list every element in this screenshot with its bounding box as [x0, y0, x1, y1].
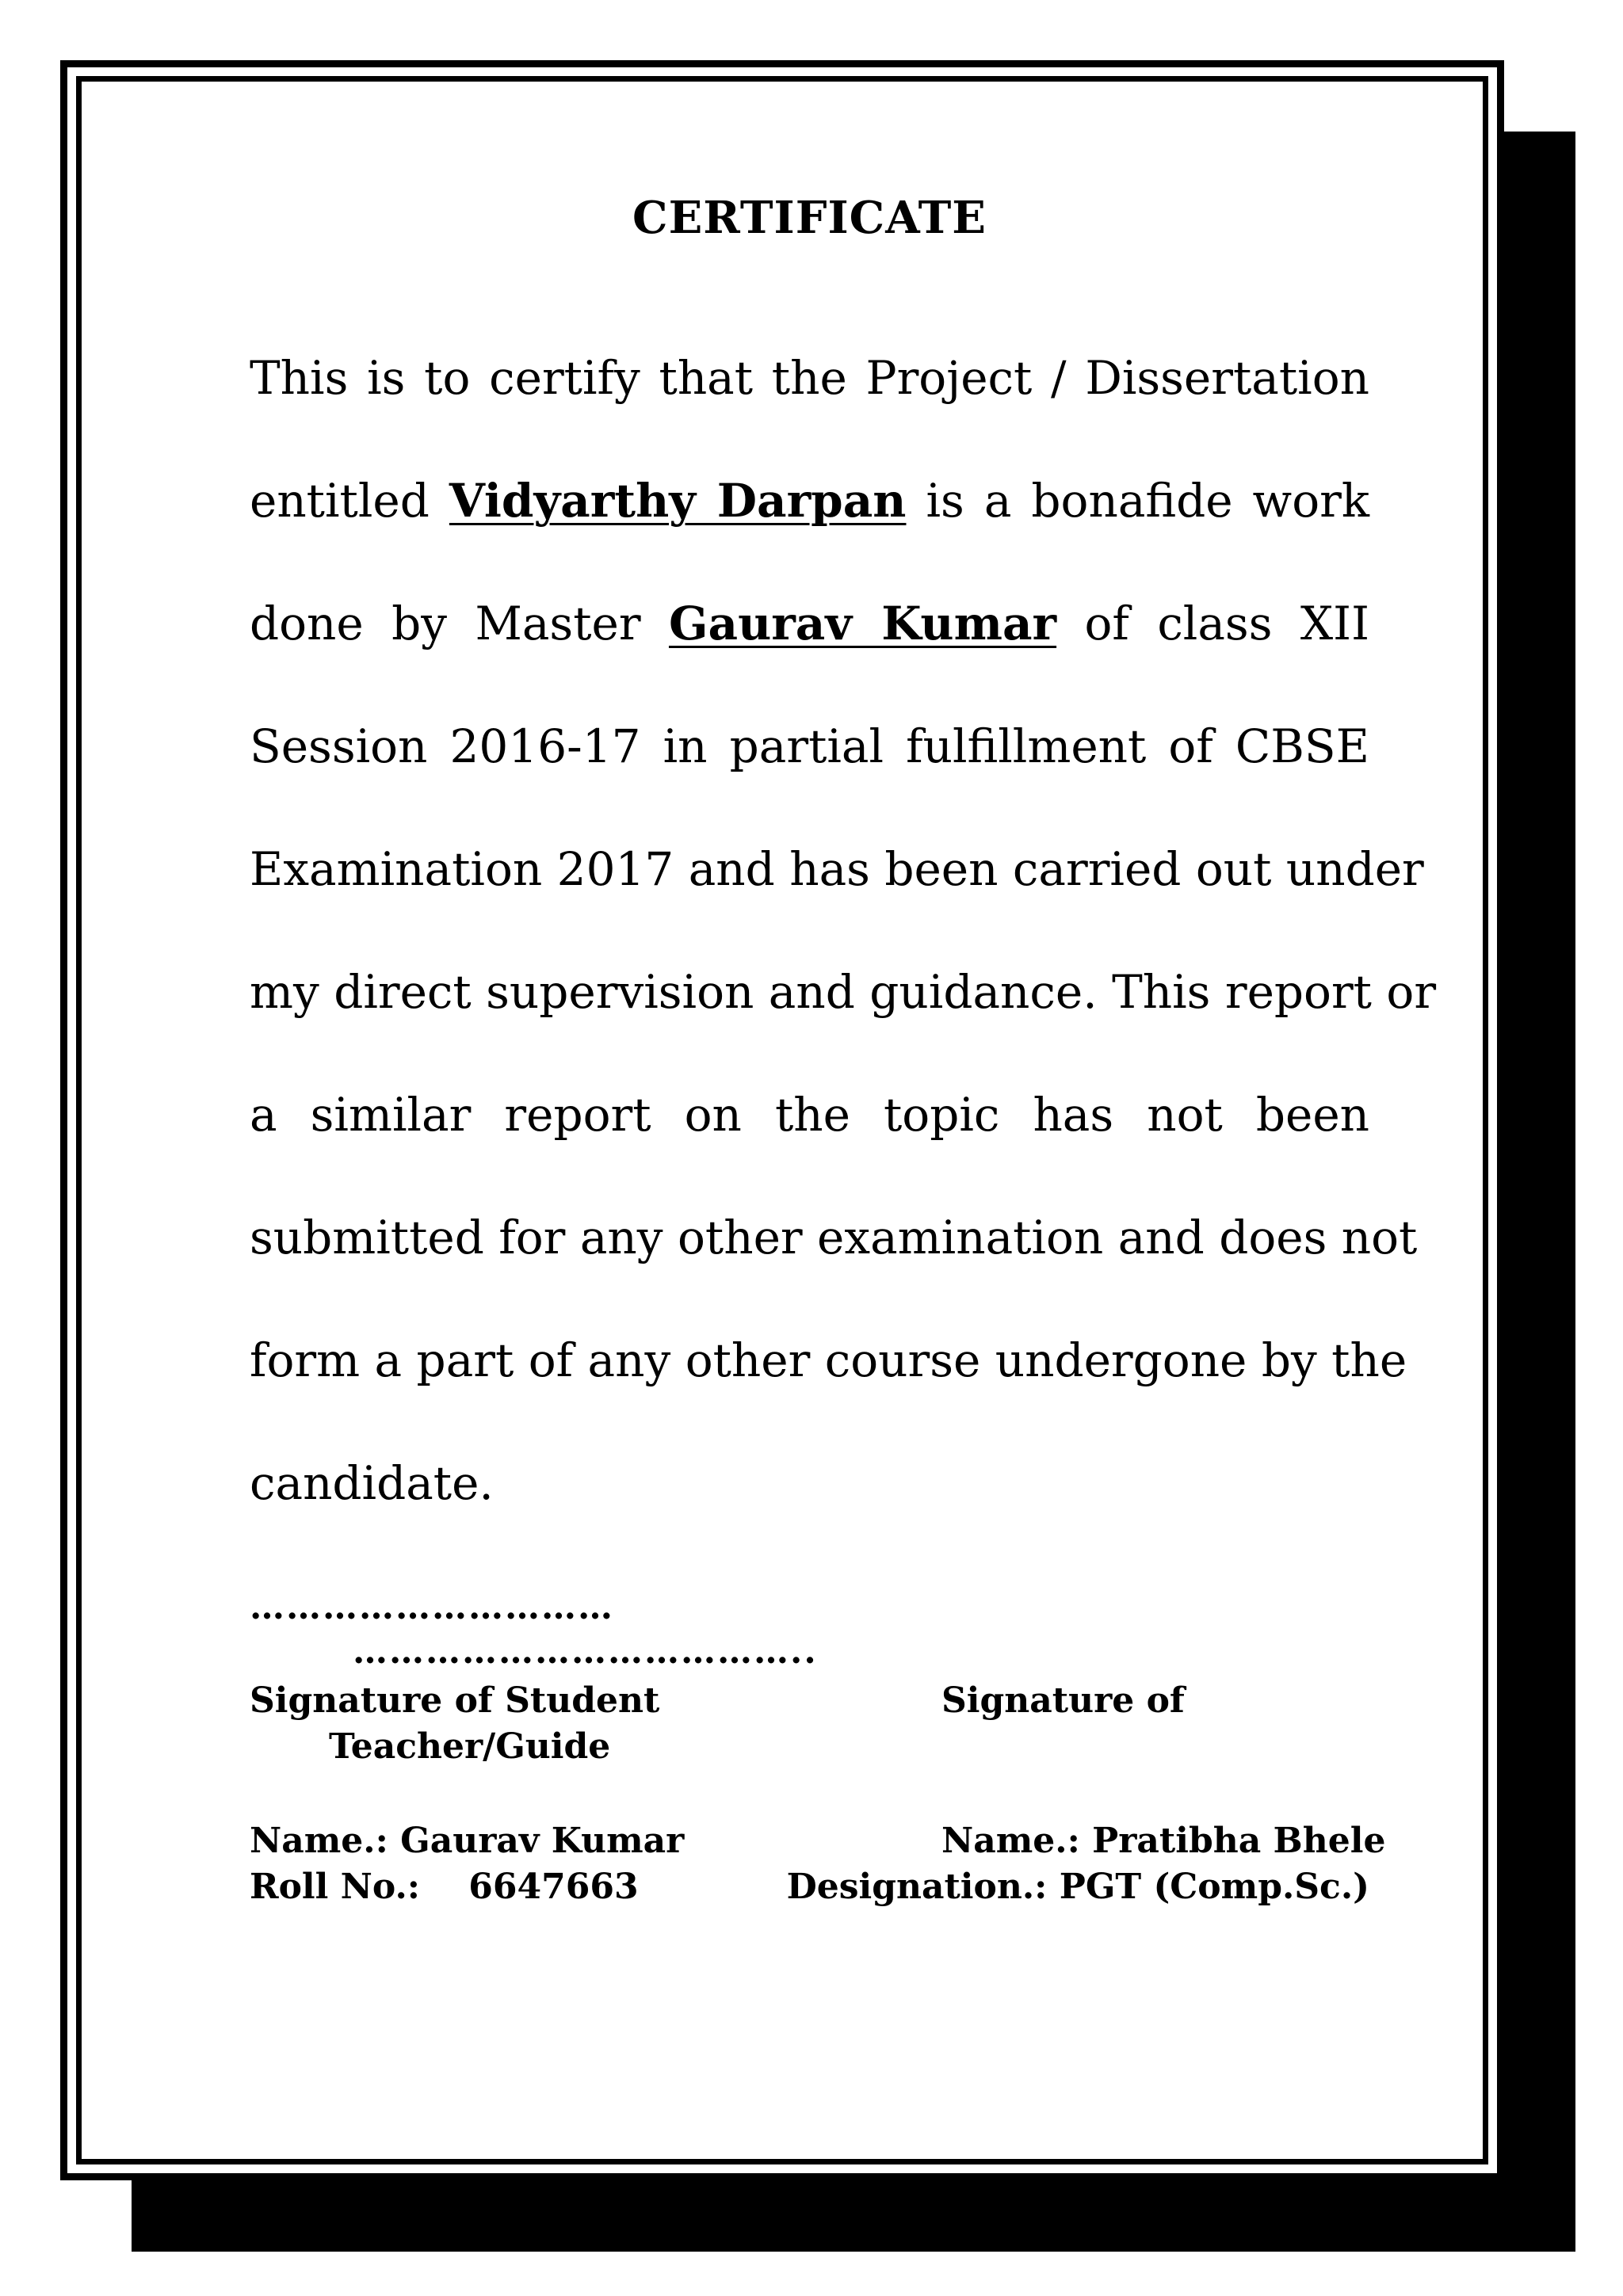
student-name-emph: Gaurav Kumar	[668, 597, 1057, 650]
body-line-2: entitled Vidyarthy Darpan is a bonafide work	[250, 474, 1369, 528]
body-line-3: done by Master Gaurav Kumar of class XII	[250, 597, 1369, 650]
body-line-9: form a part of any other course undergone by the	[250, 1333, 1407, 1387]
student-signature-line: …………………………	[250, 1587, 614, 1627]
body-line-10: candidate.	[250, 1456, 494, 1510]
student-name: Name.: Gaurav Kumar	[250, 1821, 685, 1861]
body-line-1: This is to certify that the Project / Dissertation	[250, 351, 1369, 405]
teacher-signature-label-cont: Teacher/Guide	[329, 1726, 611, 1767]
certificate-body	[250, 317, 1437, 1545]
student-roll-number: Roll No.: 6647663	[250, 1867, 639, 1907]
body-line-6: my direct supervision and guidance. This report or	[250, 965, 1437, 1019]
teacher-signature-line: ………………………………..	[353, 1631, 818, 1672]
project-title: Vidyarthy Darpan	[449, 474, 907, 528]
student-signature-label: Signature of Student	[250, 1680, 660, 1721]
body-line-5: Examination 2017 and has been carried out under	[250, 842, 1424, 896]
body-line-8: submitted for any other examination and does not	[250, 1211, 1418, 1264]
body-line-4: Session 2016-17 in partial fulfillment of CBSE	[250, 719, 1369, 773]
teacher-designation: Designation.: PGT (Comp.Sc.)	[786, 1867, 1369, 1907]
certificate-title: CERTIFICATE	[632, 192, 987, 244]
teacher-signature-label: Signature of	[941, 1680, 1185, 1721]
teacher-name: Name.: Pratibha Bhele	[941, 1821, 1386, 1861]
body-line-7: a similar report on the topic has not been	[250, 1088, 1369, 1142]
